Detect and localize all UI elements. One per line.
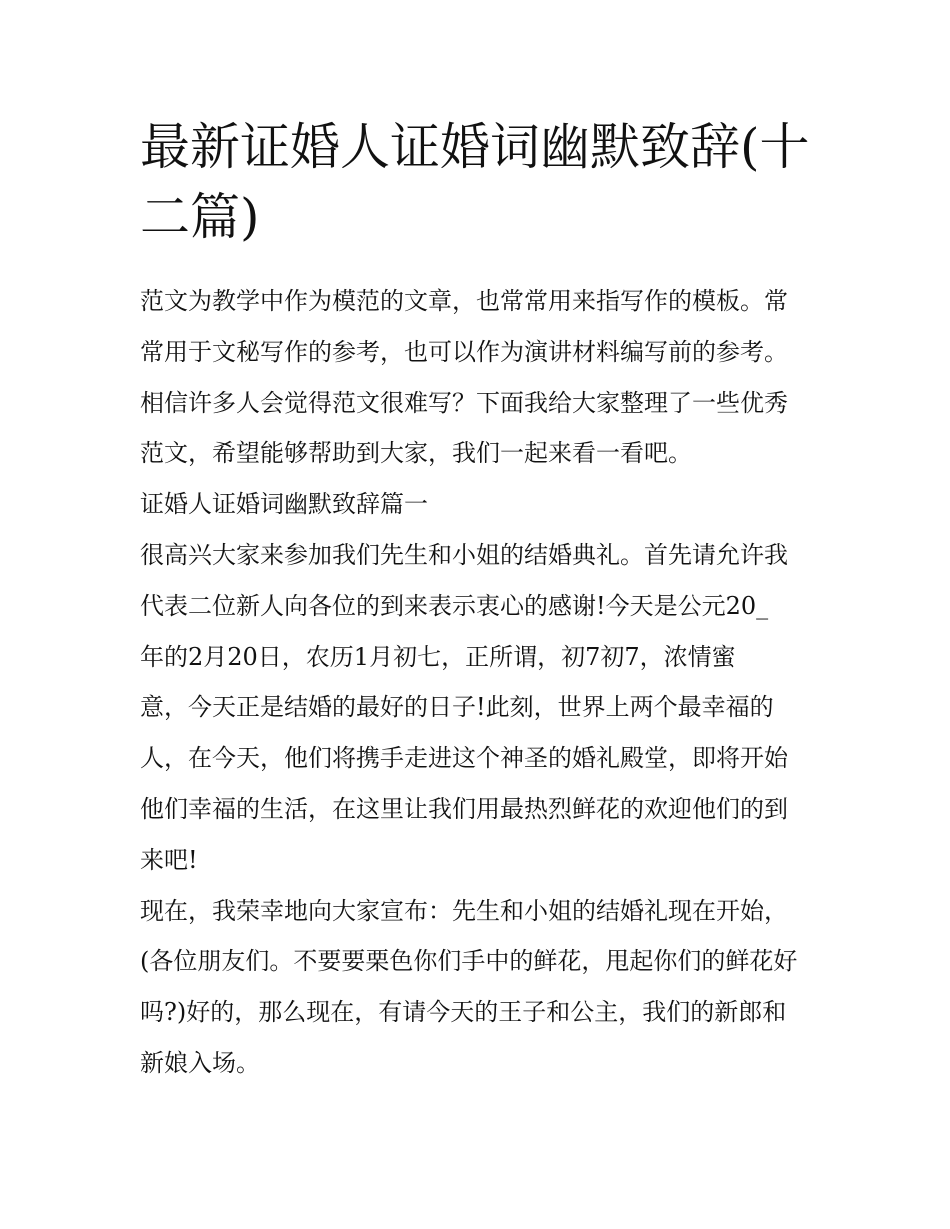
text-line: 吗?)好的，那么现在，有请今天的王子和公主，我们的新郎和 bbox=[140, 998, 787, 1027]
speech-paragraph bbox=[140, 886, 812, 1089]
speech-paragraph bbox=[140, 530, 812, 886]
intro-paragraph bbox=[140, 276, 812, 479]
text-line: 来吧! bbox=[140, 845, 198, 874]
text-line: 证婚人证婚词幽默致辞篇一 bbox=[140, 490, 428, 519]
title-line: 二篇) bbox=[140, 188, 260, 246]
text-line: 范文为教学中作为模范的文章，也常常用来指写作的模板。常 bbox=[140, 287, 788, 315]
text-line: 常用于文秘写作的参考，也可以作为演讲材料编写前的参考。 bbox=[140, 337, 788, 366]
text-line: 人，在今天，他们将携手走进这个神圣的婚礼殿堂，即将开始 bbox=[140, 744, 788, 773]
text-line: 范文，希望能够帮助到大家，我们一起来看一看吧。 bbox=[140, 439, 692, 468]
text-line: 相信许多人会觉得范文很难写？下面我给大家整理了一些优秀 bbox=[140, 388, 788, 417]
text-line: 现在，我荣幸地向大家宣布：先生和小姐的结婚礼现在开始， bbox=[140, 896, 788, 925]
text-line: 年的2月20日，农历1月初七，正所谓，初7初7，浓情蜜 bbox=[140, 642, 736, 671]
document-body bbox=[140, 276, 812, 1089]
title-line: 最新证婚人证婚词幽默致辞(十 bbox=[140, 118, 810, 176]
text-line: (各位朋友们。不要要栗色你们手中的鲜花，甩起你们的鲜花好 bbox=[140, 947, 798, 976]
text-line: 意，今天正是结婚的最好的日子!此刻，世界上两个最幸福的 bbox=[140, 693, 774, 722]
section-heading bbox=[140, 479, 812, 530]
text-line: 他们幸福的生活，在这里让我们用最热烈鲜花的欢迎他们的到 bbox=[140, 794, 788, 823]
text-line: 新娘入场。 bbox=[140, 1048, 260, 1077]
text-line: 很高兴大家来参加我们先生和小姐的结婚典礼。首先请允许我 bbox=[140, 540, 788, 569]
document-title bbox=[140, 112, 820, 252]
text-line: 代表二位新人向各位的到来表示衷心的感谢!今天是公元20_ bbox=[140, 591, 769, 620]
